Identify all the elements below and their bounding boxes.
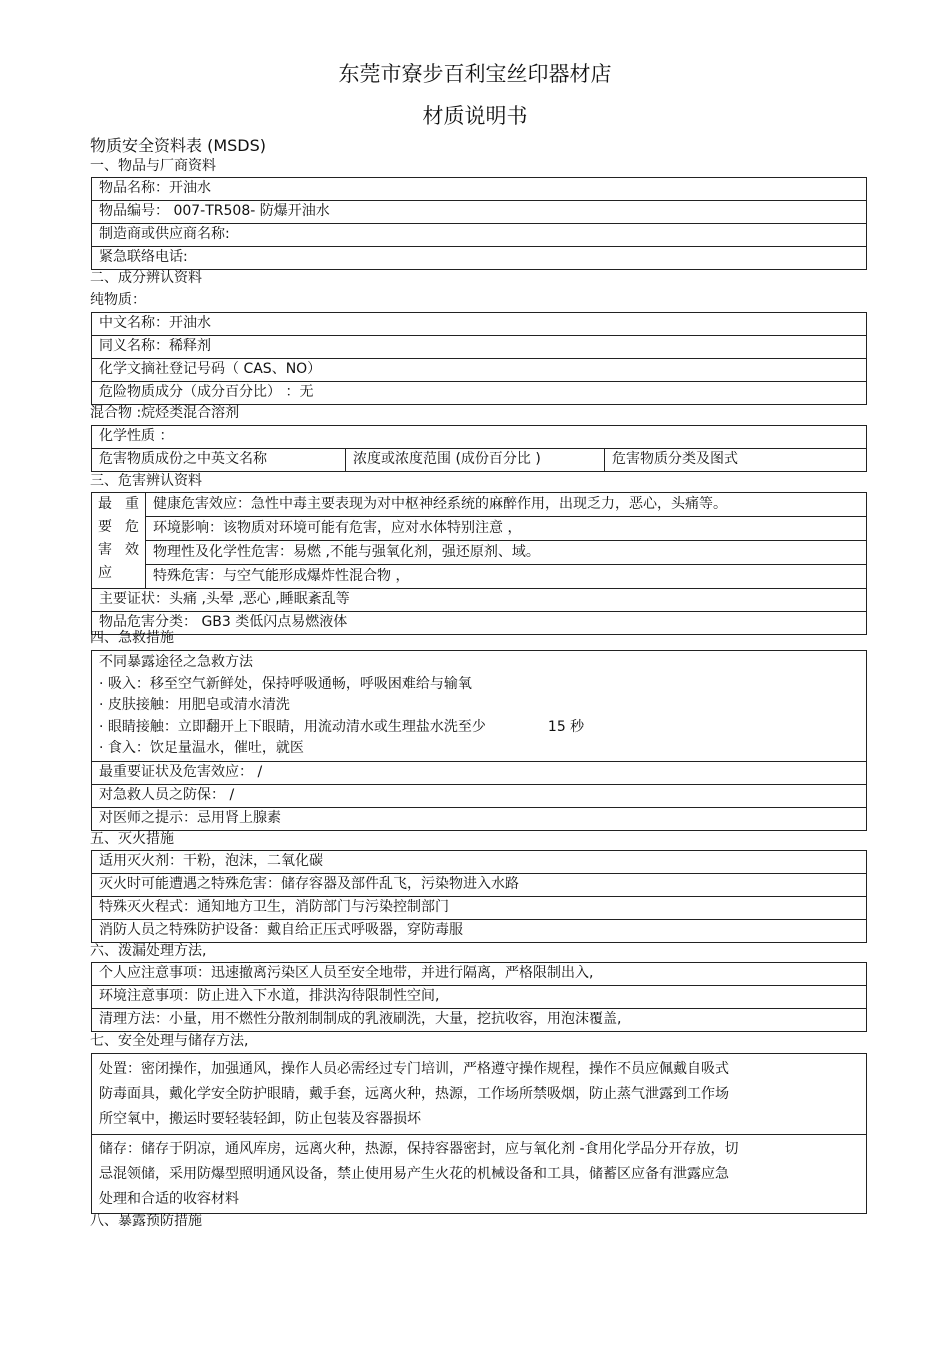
section-8-heading: 八、暴露预防措施 [90,1213,202,1229]
table-row: 物品名称：开油水 [92,178,866,201]
table-row: 紧急联络电话: [99,249,188,265]
first-aid-methods [92,651,866,762]
handling-block [92,1054,866,1135]
table-row: 危险物质成分（成分百分比） ：无 [99,384,314,400]
table-row: 消防人员之特殊防护设备：戴自给正压式呼吸器，穿防毒服 [99,922,463,938]
firefighting-table [91,850,867,943]
table-row: 物品危害分类： GB3 类低闪点易燃液体 [99,614,348,630]
first-aid-methods-title: 不同暴露途径之急救方法 [99,654,253,670]
table-row: 特殊危害：与空气能形成爆炸性混合物 ， [153,568,410,584]
handling-storage-table [91,1053,867,1214]
mixture-table [91,425,867,472]
table-row: 同义名称：稀释剂 [92,336,866,359]
hazard-effects-label: 最重 要危 害效 应 [92,493,146,588]
section-4-heading: 四、急救措施 [90,630,174,646]
list-item: 所空氧中，搬运时要轻装轻卸，防止包装及容器损坏 [99,1111,421,1127]
section-5-heading: 五、灭火措施 [90,831,174,847]
table-row [92,449,866,471]
section-3-heading: 三、危害辨认资料 [90,473,202,489]
table-row: 制造商或供应商名称: [92,224,866,247]
list-item: 忌混领储，采用防爆型照明通风设备，禁止使用易产生火花的机械设备和工具，储蓄区应备有泄露应急 [99,1166,729,1182]
list-item: 处置：密闭操作，加强通风，操作人员必需经过专门培训，严格遵守操作规程，操作不员应佩戴自吸式 [99,1061,729,1077]
mixture-label: 混合物 :烷烃类混合溶剂 [90,405,240,421]
table-row: 环境影响：该物质对环境可能有危害，应对水体特别注意 ， [146,517,866,541]
table-row: 主要证状：头痛 ,头晕 ,恶心 ,睡眠紊乱等 [92,589,866,612]
list-item: · 吸入：移至空气新鲜处，保持呼吸通畅，呼吸困难给与输氧 [99,675,472,692]
pure-substance-label: 纯物质： [90,292,146,308]
table-cell: 危害物质成份之中英文名称 [92,449,346,471]
pure-substance-table [91,312,867,405]
section-6-heading: 六、泼漏处理方法, [90,943,207,959]
list-item: · 食入：饮足量温水，催吐，就医 [99,740,304,756]
table-row: 个人应注意事项：迅速撤离污染区人员至安全地带，并进行隔离，严格限制出入, [92,963,866,986]
table-row: 中文名称：开油水 [92,313,866,336]
table-row: 特殊灭火程式：通知地方卫生，消防部门与污染控制部门 [92,897,866,920]
table-row: 灭火时可能遭遇之特殊危害：储存容器及部件乱飞，污染物进入水路 [92,874,866,897]
table-row: 最重要证状及危害效应： / [92,762,866,785]
document-title: 材质说明书 [422,104,528,128]
table-row: 清理方法：小量，用不燃性分散剂制制成的乳液刷洗，大量，挖抗收容，用泡沫覆盖, [99,1011,622,1027]
section-7-heading: 七、安全处理与储存方法, [90,1033,249,1049]
eye-wash-duration: 15 秒 [547,718,585,735]
table-row: 化学文摘社登记号码（ CAS、NO） [92,359,866,382]
section-1-table [91,177,867,270]
list-item: 防毒面具，戴化学安全防护眼睛，戴手套，远离火种，热源，工作场所禁吸烟，防止蒸气泄露到工作场 [99,1086,729,1102]
list-item: 处理和合适的收容材料 [99,1191,239,1207]
table-row: 环境注意事项：防止进入下水道，排洪沟待限制性空间, [92,986,866,1009]
hazard-effects-list [146,493,866,588]
table-cell: 危害物质分类及图式 [612,451,738,467]
document-subtitle: 物质安全资料表 (MSDS) [90,136,267,155]
table-row: 对医师之提示：忌用肾上腺素 [99,809,281,826]
section-1-heading: 一、物品与厂商资料 [90,158,216,174]
table-row: 化学性质 ： [92,426,866,449]
section-2-heading: 二、成分辨认资料 [90,270,202,286]
list-item: · 皮肤接触：用肥皂或清水清洗 [99,697,290,713]
hazard-table [91,492,867,635]
table-cell: 浓度或浓度范围 (成份百分比 ) [346,449,605,471]
table-row: 物理性及化学性危害：易燃 ,不能与强氧化剂，强还原剂、域。 [146,541,866,565]
list-item: · 眼睛接触：立即翻开上下眼睛，用流动清水或生理盐水洗至少 15 秒 [99,718,585,735]
table-row: 适用灭火剂：干粉，泡沫，二氧化碳 [92,851,866,874]
company-name: 东莞市寮步百利宝丝印器材店 [338,62,612,86]
storage-block [92,1135,866,1213]
table-row: 健康危害效应：急性中毒主要表现为对中枢神经系统的麻醉作用，出现乏力，恶心，头痛等。 [146,493,866,517]
spill-table [91,962,867,1032]
table-row: 对急救人员之防保： / [92,785,866,808]
first-aid-table [91,650,867,831]
hazard-effects-group [92,493,866,589]
list-item: 储存：储存于阴凉，通风库房，远离火种，热源，保持容器密封，应与氧化剂 -食用化学品分开存放，切 [99,1141,739,1157]
table-row: 物品编号： 007-TR508- 防爆开油水 [92,201,866,224]
